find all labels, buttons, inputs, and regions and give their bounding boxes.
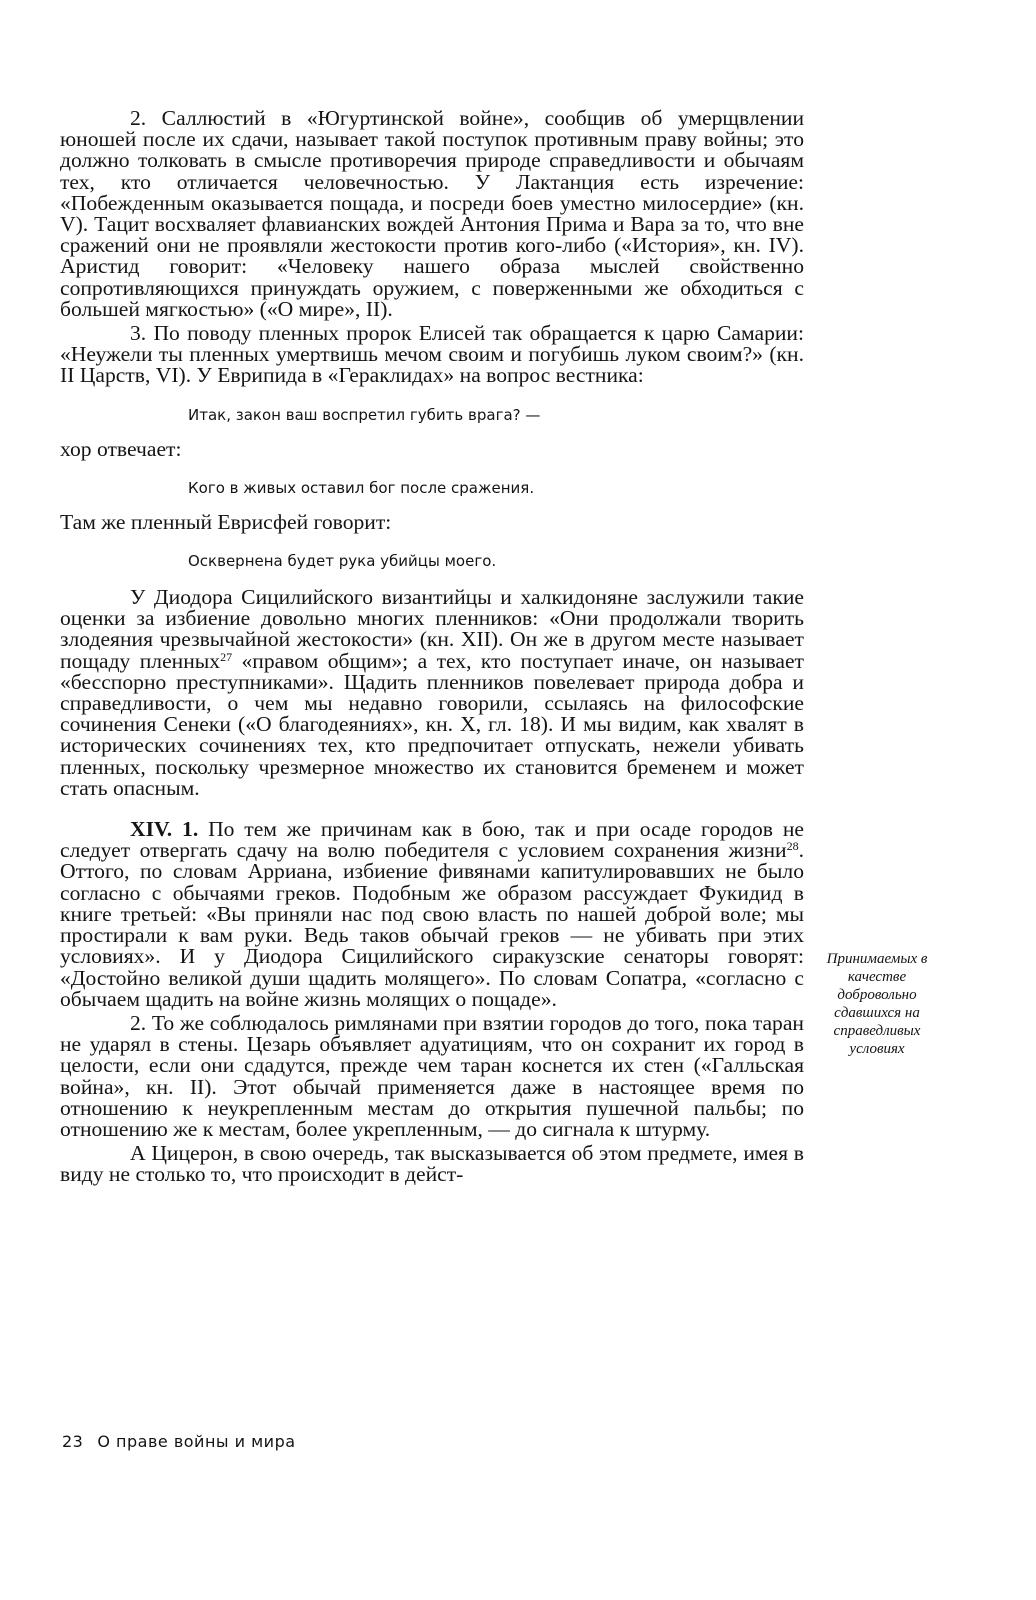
eurystheus-line: Там же пленный Еврисфей говорит: bbox=[60, 509, 392, 534]
book-title: О праве войны и мира bbox=[97, 1432, 296, 1451]
paragraph-romans: 2. То же соблюдалось римлянами при взятии городов до того, пока таран не ударял в стены. Цезарь объявляет адуатициям, что он сохранит их город в целости, если они сдадутся, прежде чем таран коснется их стен («Галльская война», кн. II). Этот обычай применяется даже в настоящее время по отношению к неукрепленным местам до открытия пушечной пальбы; по отношению же к местам, более укрепленным, — до сигнала к штурму. bbox=[60, 1010, 804, 1141]
paragraph-sallust: 2. Саллюстий в «Югуртинской войне», сообщив об умерщвлении юношей после их сдачи, называет такой поступок противным праву войны; это должно толковать в смысле противоречия природе справедливости и обычаям тех, кто отличается человечностью. У Лактанция есть изречение: «Побежденным оказывается пощада, и посреди боев уместно милосердие» (кн. V). Тацит восхваляет флавианских вождей Антония Прима и Вара за то, что вне сражений они не проявляли жестокости против кого-либо («История», кн. IV). Аристид говорит: «Человеку нашего образа мыслей свойственно сопротивляющихся принуждать оружием, с поверженными же обходиться с большей мягкостью» («О мире», II). bbox=[60, 106, 804, 321]
paragraph-chapter-xiv-text-a: По тем же причинам как в бою, так и при осаде городов не следует отвергать сдачу на волю победителя с условием сохранения жизни bbox=[60, 817, 804, 863]
paragraph-chapter-xiv bbox=[60, 819, 804, 1010]
verse-quote-1: Итак, закон ваш воспретил губить врага? — bbox=[188, 405, 541, 424]
page-footer bbox=[62, 1432, 310, 1451]
chorus-answers-line: хор отвечает: bbox=[60, 436, 182, 461]
footnote-ref-28[interactable]: 28 bbox=[786, 839, 799, 854]
paragraph-diodorus-text-b: «правом общим»; а тех, кто поступает иначе, он называет «бесспорно преступниками». Щадить пленников повелевает природа добра и справедливости, о чем мы недавно говорили, ссылаясь на философские сочинения Сенеки («О благодеяниях», кн. X, гл. 18). И мы видим, как хвалят в исторических сочинениях тех, кто предпочитает отпускать, нежели убивать пленных, поскольку чрезмерное множество их становится бременем и может стать опасным. bbox=[60, 648, 804, 800]
margin-note: Принимаемых в качестве добровольно сдавшихся на справедливых условиях bbox=[826, 951, 928, 1057]
chapter-number: XIV. 1. bbox=[130, 817, 199, 842]
main-text-column bbox=[60, 108, 804, 1186]
verse-quote-2: Кого в живых оставил бог после сражения. bbox=[188, 478, 535, 497]
paragraph-diodorus-text-a: У Диодора Сицилийского византийцы и халкидоняне заслужили такие оценки за избиение довольно многих пленников: «Они продолжали творить злодеяния чрезвычайной жестокости» (кн. XII). Он же в другом месте называет пощаду пленных bbox=[60, 585, 804, 673]
paragraph-chapter-xiv-text-b: . Оттого, по словам Арриана, избиение фивянами капитулировавших не было согласно с обычаями греков. Подобным же образом рассуждает Фукидид в книге третьей: «Вы приняли нас под свою власть по нашей доброй воле; мы простирали к вам руки. Ведь таков обычай греков — не убивать при этих условиях». И у Диодора Сицилийского сиракузские сенаторы говорят: «Достойно великой души щадить молящего». По словам Сопатра, «согласно с обычаем щадить на войне жизнь молящих о пощаде». bbox=[60, 838, 804, 1011]
footnote-ref-27[interactable]: 27 bbox=[220, 649, 233, 664]
verse-quote-3: Осквернена будет рука убийцы моего. bbox=[188, 552, 497, 571]
paragraph-elisha: 3. По поводу пленных пророк Елисей так обращается к царю Самарии: «Неужели ты пленных умертвишь мечом своим и погубишь луком своим?» (кн. II Царств, VI). У Еврипида в «Гераклидах» на вопрос вестника: bbox=[60, 321, 804, 388]
paragraph-diodorus bbox=[60, 587, 804, 799]
paragraph-cicero: А Цицерон, в свою очередь, так высказывается об этом предмете, имея в виду не столько то, что происходит в дейст- bbox=[60, 1141, 804, 1187]
signature-number: 23 bbox=[62, 1432, 84, 1451]
